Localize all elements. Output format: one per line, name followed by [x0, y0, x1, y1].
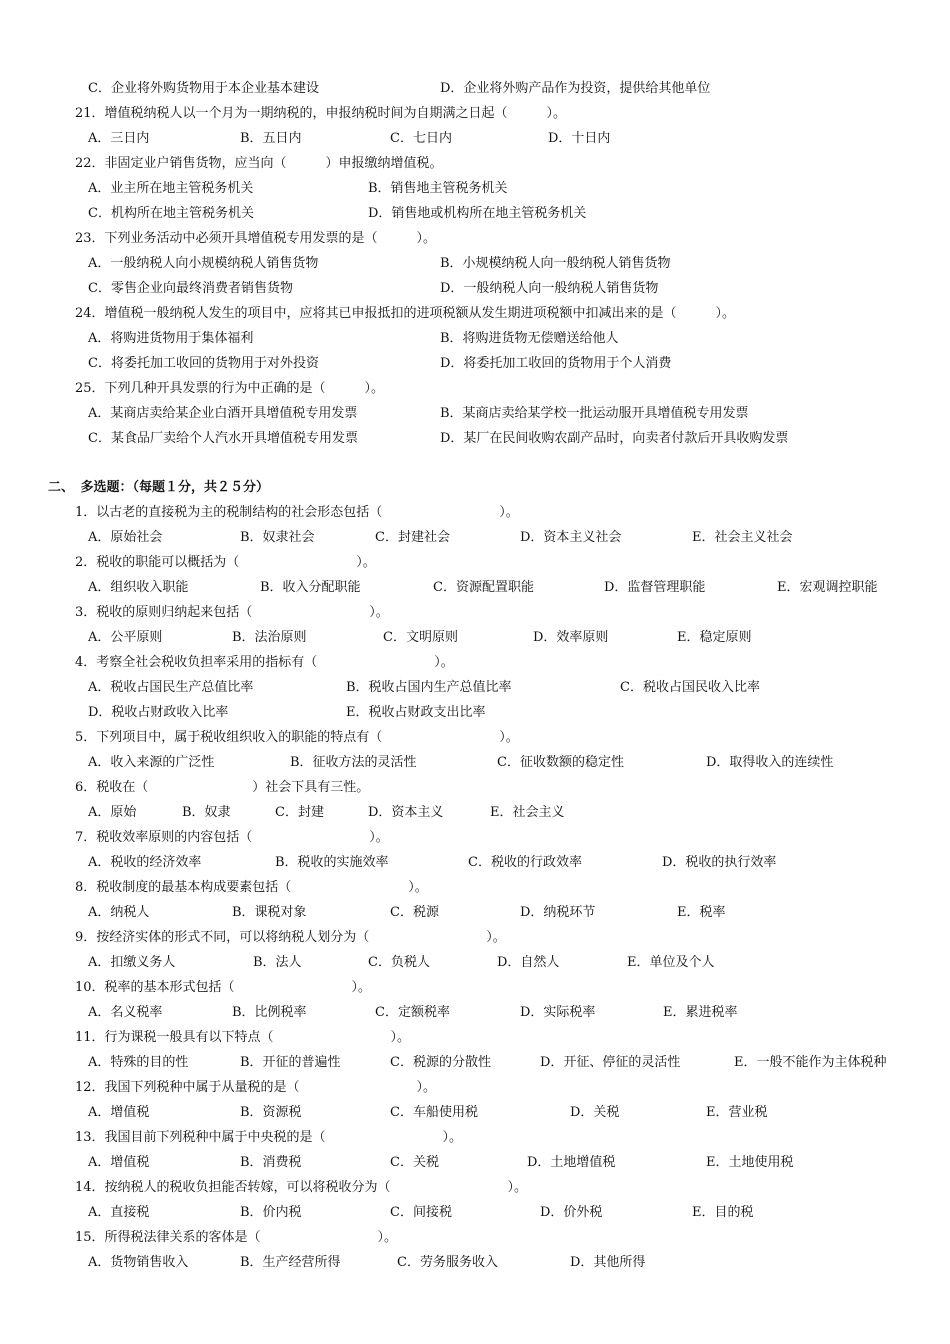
m13-option-e: E．土地使用税 [706, 1155, 794, 1170]
q23-option-a: A．一般纳税人向小规模纳税人销售货物 [88, 256, 319, 271]
m6-option-a: A．原始 [88, 805, 137, 820]
m9-option-d: D．自然人 [497, 955, 560, 970]
q22-option-d: D．销售地或机构所在地主管税务机关 [368, 206, 587, 221]
m12-stem: 12．我国下列税种中属于从量税的是（ ）。 [75, 1080, 437, 1095]
m15-option-b: B．生产经营所得 [240, 1255, 341, 1270]
m1-option-c: C．封建社会 [375, 530, 450, 545]
m7-option-c: C．税收的行政效率 [468, 855, 582, 870]
m14-option-e: E．目的税 [692, 1205, 754, 1220]
q23-stem: 23．下列业务活动中必须开具增值税专用发票的是（ ）。 [75, 231, 437, 246]
q24-option-a: A．将购进货物用于集体福利 [88, 331, 254, 346]
m13-option-b: B．消费税 [240, 1155, 302, 1170]
m10-option-e: E．累进税率 [663, 1005, 738, 1020]
q21-option-a: A．三日内 [88, 131, 150, 146]
m12-option-c: C．车船使用税 [390, 1105, 478, 1120]
m15-option-c: C．劳务服务收入 [397, 1255, 498, 1270]
m4-option-d: D．税收占财政收入比率 [88, 705, 229, 720]
m12-option-a: A．增值税 [88, 1105, 150, 1120]
m3-option-c: C．文明原则 [383, 630, 458, 645]
m10-option-d: D．实际税率 [520, 1005, 596, 1020]
m6-option-c: C．封建 [275, 805, 324, 820]
m3-option-d: D．效率原则 [533, 630, 609, 645]
q22-option-a: A．业主所在地主管税务机关 [88, 181, 254, 196]
m2-option-e: E．宏观调控职能 [777, 580, 878, 595]
m9-option-c: C．负税人 [368, 955, 430, 970]
m5-option-d: D．取得收入的连续性 [706, 755, 834, 770]
m6-option-b: B．奴隶 [182, 805, 231, 820]
m3-option-e: E．稳定原则 [677, 630, 752, 645]
m8-stem: 8．税收制度的最基本构成要素包括（ ）。 [75, 880, 428, 895]
m9-option-b: B．法人 [253, 955, 302, 970]
m1-option-a: A．原始社会 [88, 530, 163, 545]
q21-option-d: D．十日内 [548, 131, 611, 146]
m8-option-b: B．课税对象 [232, 905, 307, 920]
m9-option-e: E．单位及个人 [627, 955, 715, 970]
m4-stem: 4．考察全社会税收负担率采用的指标有（ ）。 [75, 655, 454, 670]
q25-option-b: B．某商店卖给某学校一批运动服开具增值税专用发票 [440, 406, 749, 421]
q21-option-c: C．七日内 [390, 131, 452, 146]
m2-option-d: D．监督管理职能 [604, 580, 706, 595]
q21-option-b: B．五日内 [240, 131, 302, 146]
q24-option-b: B．将购进货物无偿赠送给他人 [440, 331, 619, 346]
m11-option-e: E．一般不能作为主体税种 [734, 1055, 887, 1070]
q20-option-c: C．企业将外购货物用于本企业基本建设 [88, 81, 319, 96]
m7-option-a: A．税收的经济效率 [88, 855, 202, 870]
m5-option-c: C．征收数额的稳定性 [497, 755, 624, 770]
m10-option-c: C．定额税率 [375, 1005, 450, 1020]
m6-stem: 6．税收在（ ）社会下具有三性。 [75, 780, 370, 795]
q25-option-a: A．某商店卖给某企业白酒开具增值税专用发票 [88, 406, 358, 421]
m10-option-b: B．比例税率 [232, 1005, 307, 1020]
m4-option-a: A．税收占国民生产总值比率 [88, 680, 254, 695]
q22-stem: 22．非固定业户销售货物，应当向（ ）申报缴纳增值税。 [75, 156, 443, 171]
m13-option-d: D．土地增值税 [527, 1155, 616, 1170]
q25-option-c: C．某食品厂卖给个人汽水开具增值税专用发票 [88, 431, 358, 446]
q20-option-d: D．企业将外购产品作为投资，提供给其他单位 [440, 81, 711, 96]
m13-option-a: A．增值税 [88, 1155, 150, 1170]
m13-option-c: C．关税 [390, 1155, 439, 1170]
m14-option-c: C．间接税 [390, 1205, 452, 1220]
m7-option-d: D．税收的执行效率 [662, 855, 777, 870]
m8-option-d: D．纳税环节 [520, 905, 596, 920]
q24-option-c: C．将委托加工收回的货物用于对外投资 [88, 356, 319, 371]
m12-option-e: E．营业税 [706, 1105, 768, 1120]
m14-stem: 14．按纳税人的税收负担能否转嫁，可以将税收分为（ ）。 [75, 1180, 528, 1195]
q23-option-d: D．一般纳税人向一般纳税人销售货物 [440, 281, 659, 296]
m2-stem: 2．税收的职能可以概括为（ ）。 [75, 555, 376, 570]
q22-option-b: B．销售地主管税务机关 [368, 181, 508, 196]
q25-option-d: D．某厂在民间收购农副产品时，向卖者付款后开具收购发票 [440, 431, 789, 446]
q25-stem: 25．下列几种开具发票的行为中正确的是（ ）。 [75, 381, 385, 396]
m1-option-d: D．资本主义社会 [520, 530, 622, 545]
m11-option-a: A．特殊的目的性 [88, 1055, 189, 1070]
m12-option-d: D．关税 [570, 1105, 620, 1120]
m7-option-b: B．税收的实施效率 [275, 855, 389, 870]
m14-option-d: D．价外税 [540, 1205, 603, 1220]
m3-option-a: A．公平原则 [88, 630, 163, 645]
m4-option-c: C．税收占国民收入比率 [620, 680, 760, 695]
q22-option-c: C．机构所在地主管税务机关 [88, 206, 254, 221]
m4-option-b: B．税收占国内生产总值比率 [346, 680, 512, 695]
m6-option-e: E．社会主义 [490, 805, 565, 820]
m2-option-a: A．组织收入职能 [88, 580, 189, 595]
m6-option-d: D．资本主义 [368, 805, 444, 820]
q21-stem: 21．增值税纳税人以一个月为一期纳税的，申报纳税时间为自期满之日起（ ）。 [75, 106, 567, 121]
m15-option-a: A．货物销售收入 [88, 1255, 189, 1270]
m2-option-c: C．资源配置职能 [433, 580, 534, 595]
m10-option-a: A．名义税率 [88, 1005, 163, 1020]
m11-option-b: B．开征的普遍性 [240, 1055, 341, 1070]
m5-option-a: A．收入来源的广泛性 [88, 755, 215, 770]
q23-option-b: B．小规模纳税人向一般纳税人销售货物 [440, 256, 671, 271]
m5-stem: 5．下列项目中，属于税收组织收入的职能的特点有（ ）。 [75, 730, 519, 745]
m3-stem: 3．税收的原则归纳起来包括（ ）。 [75, 605, 389, 620]
m9-stem: 9．按经济实体的形式不同，可以将纳税人划分为（ ）。 [75, 930, 506, 945]
m5-option-b: B．征收方法的灵活性 [290, 755, 417, 770]
m14-option-b: B．价内税 [240, 1205, 302, 1220]
m9-option-a: A．扣缴义务人 [88, 955, 176, 970]
m15-stem: 15．所得税法律关系的客体是（ ）。 [75, 1230, 398, 1245]
m1-option-b: B．奴隶社会 [240, 530, 315, 545]
m12-option-b: B．资源税 [240, 1105, 302, 1120]
q24-option-d: D．将委托加工收回的货物用于个人消费 [440, 356, 672, 371]
m4-option-e: E．税收占财政支出比率 [346, 705, 486, 720]
m2-option-b: B．收入分配职能 [260, 580, 361, 595]
m8-option-c: C．税源 [390, 905, 439, 920]
q23-option-c: C．零售企业向最终消费者销售货物 [88, 281, 293, 296]
q24-stem: 24．增值税一般纳税人发生的项目中，应将其已申报抵扣的进项税额从发生期进项税额中扣减出来的是（ ）。 [75, 306, 736, 321]
m10-stem: 10．税率的基本形式包括（ ）。 [75, 980, 372, 995]
m8-option-a: A．纳税人 [88, 905, 150, 920]
m15-option-d: D．其他所得 [570, 1255, 646, 1270]
m11-option-d: D．开征、停征的灵活性 [540, 1055, 681, 1070]
m14-option-a: A．直接税 [88, 1205, 150, 1220]
section-heading-multiple-choice: 二、 多选题：（每题１分，共２５分） [48, 480, 270, 495]
m8-option-e: E．税率 [677, 905, 726, 920]
m13-stem: 13．我国目前下列税种中属于中央税的是（ ）。 [75, 1130, 463, 1145]
m11-option-c: C．税源的分散性 [390, 1055, 491, 1070]
m3-option-b: B．法治原则 [232, 630, 307, 645]
m1-stem: 1．以古老的直接税为主的税制结构的社会形态包括（ ）。 [75, 505, 519, 520]
m7-stem: 7．税收效率原则的内容包括（ ）。 [75, 830, 389, 845]
m1-option-e: E．社会主义社会 [692, 530, 793, 545]
m11-stem: 11．行为课税一般具有以下特点（ ）。 [75, 1030, 411, 1045]
